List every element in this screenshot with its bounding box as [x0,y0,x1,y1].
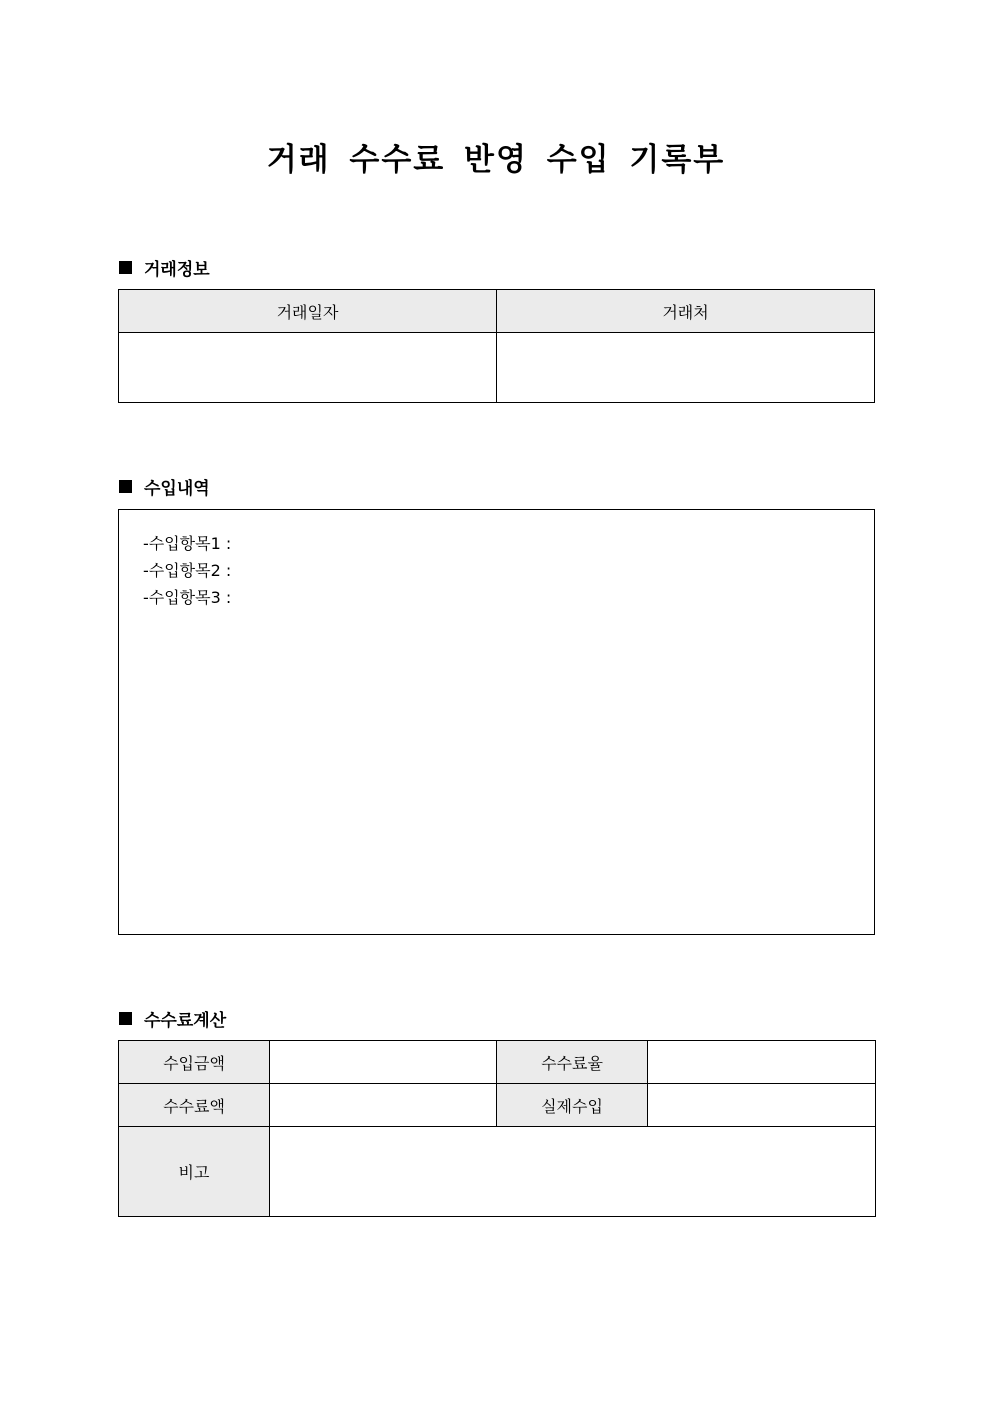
income-details-box[interactable] [118,509,875,935]
actual-income-label: 실제수입 [497,1084,648,1127]
trade-partner-cell[interactable] [497,333,875,403]
income-item-2: -수입항목2 : [143,561,232,580]
income-item-1: -수입항목1 : [143,534,232,553]
section-heading-label: 거래정보 [144,260,210,280]
trade-date-cell[interactable] [119,333,497,403]
square-bullet-icon [119,1012,132,1025]
square-bullet-icon [119,480,132,493]
section-heading-fee-calc [119,1006,226,1031]
trade-partner-header: 거래처 [497,290,875,333]
income-item-3: -수입항목3 : [143,588,232,607]
income-amount-label: 수입금액 [119,1041,270,1084]
fee-amount-cell[interactable] [270,1084,497,1127]
section-heading-label: 수입내역 [144,479,210,499]
trade-info-table [118,289,875,403]
actual-income-cell[interactable] [648,1084,876,1127]
income-amount-cell[interactable] [270,1041,497,1084]
section-heading-label: 수수료계산 [144,1011,227,1031]
fee-calc-table [118,1040,876,1217]
section-heading-income [119,474,210,499]
remarks-label: 비고 [119,1127,270,1217]
remarks-cell[interactable] [270,1127,876,1217]
document-title: 거래 수수료 반영 수입 기록부 [266,142,726,178]
square-bullet-icon [119,261,132,274]
section-heading-trade-info [119,255,210,280]
trade-date-header: 거래일자 [119,290,497,333]
fee-rate-label: 수수료율 [497,1041,648,1084]
fee-rate-cell[interactable] [648,1041,876,1084]
fee-amount-label: 수수료액 [119,1084,270,1127]
